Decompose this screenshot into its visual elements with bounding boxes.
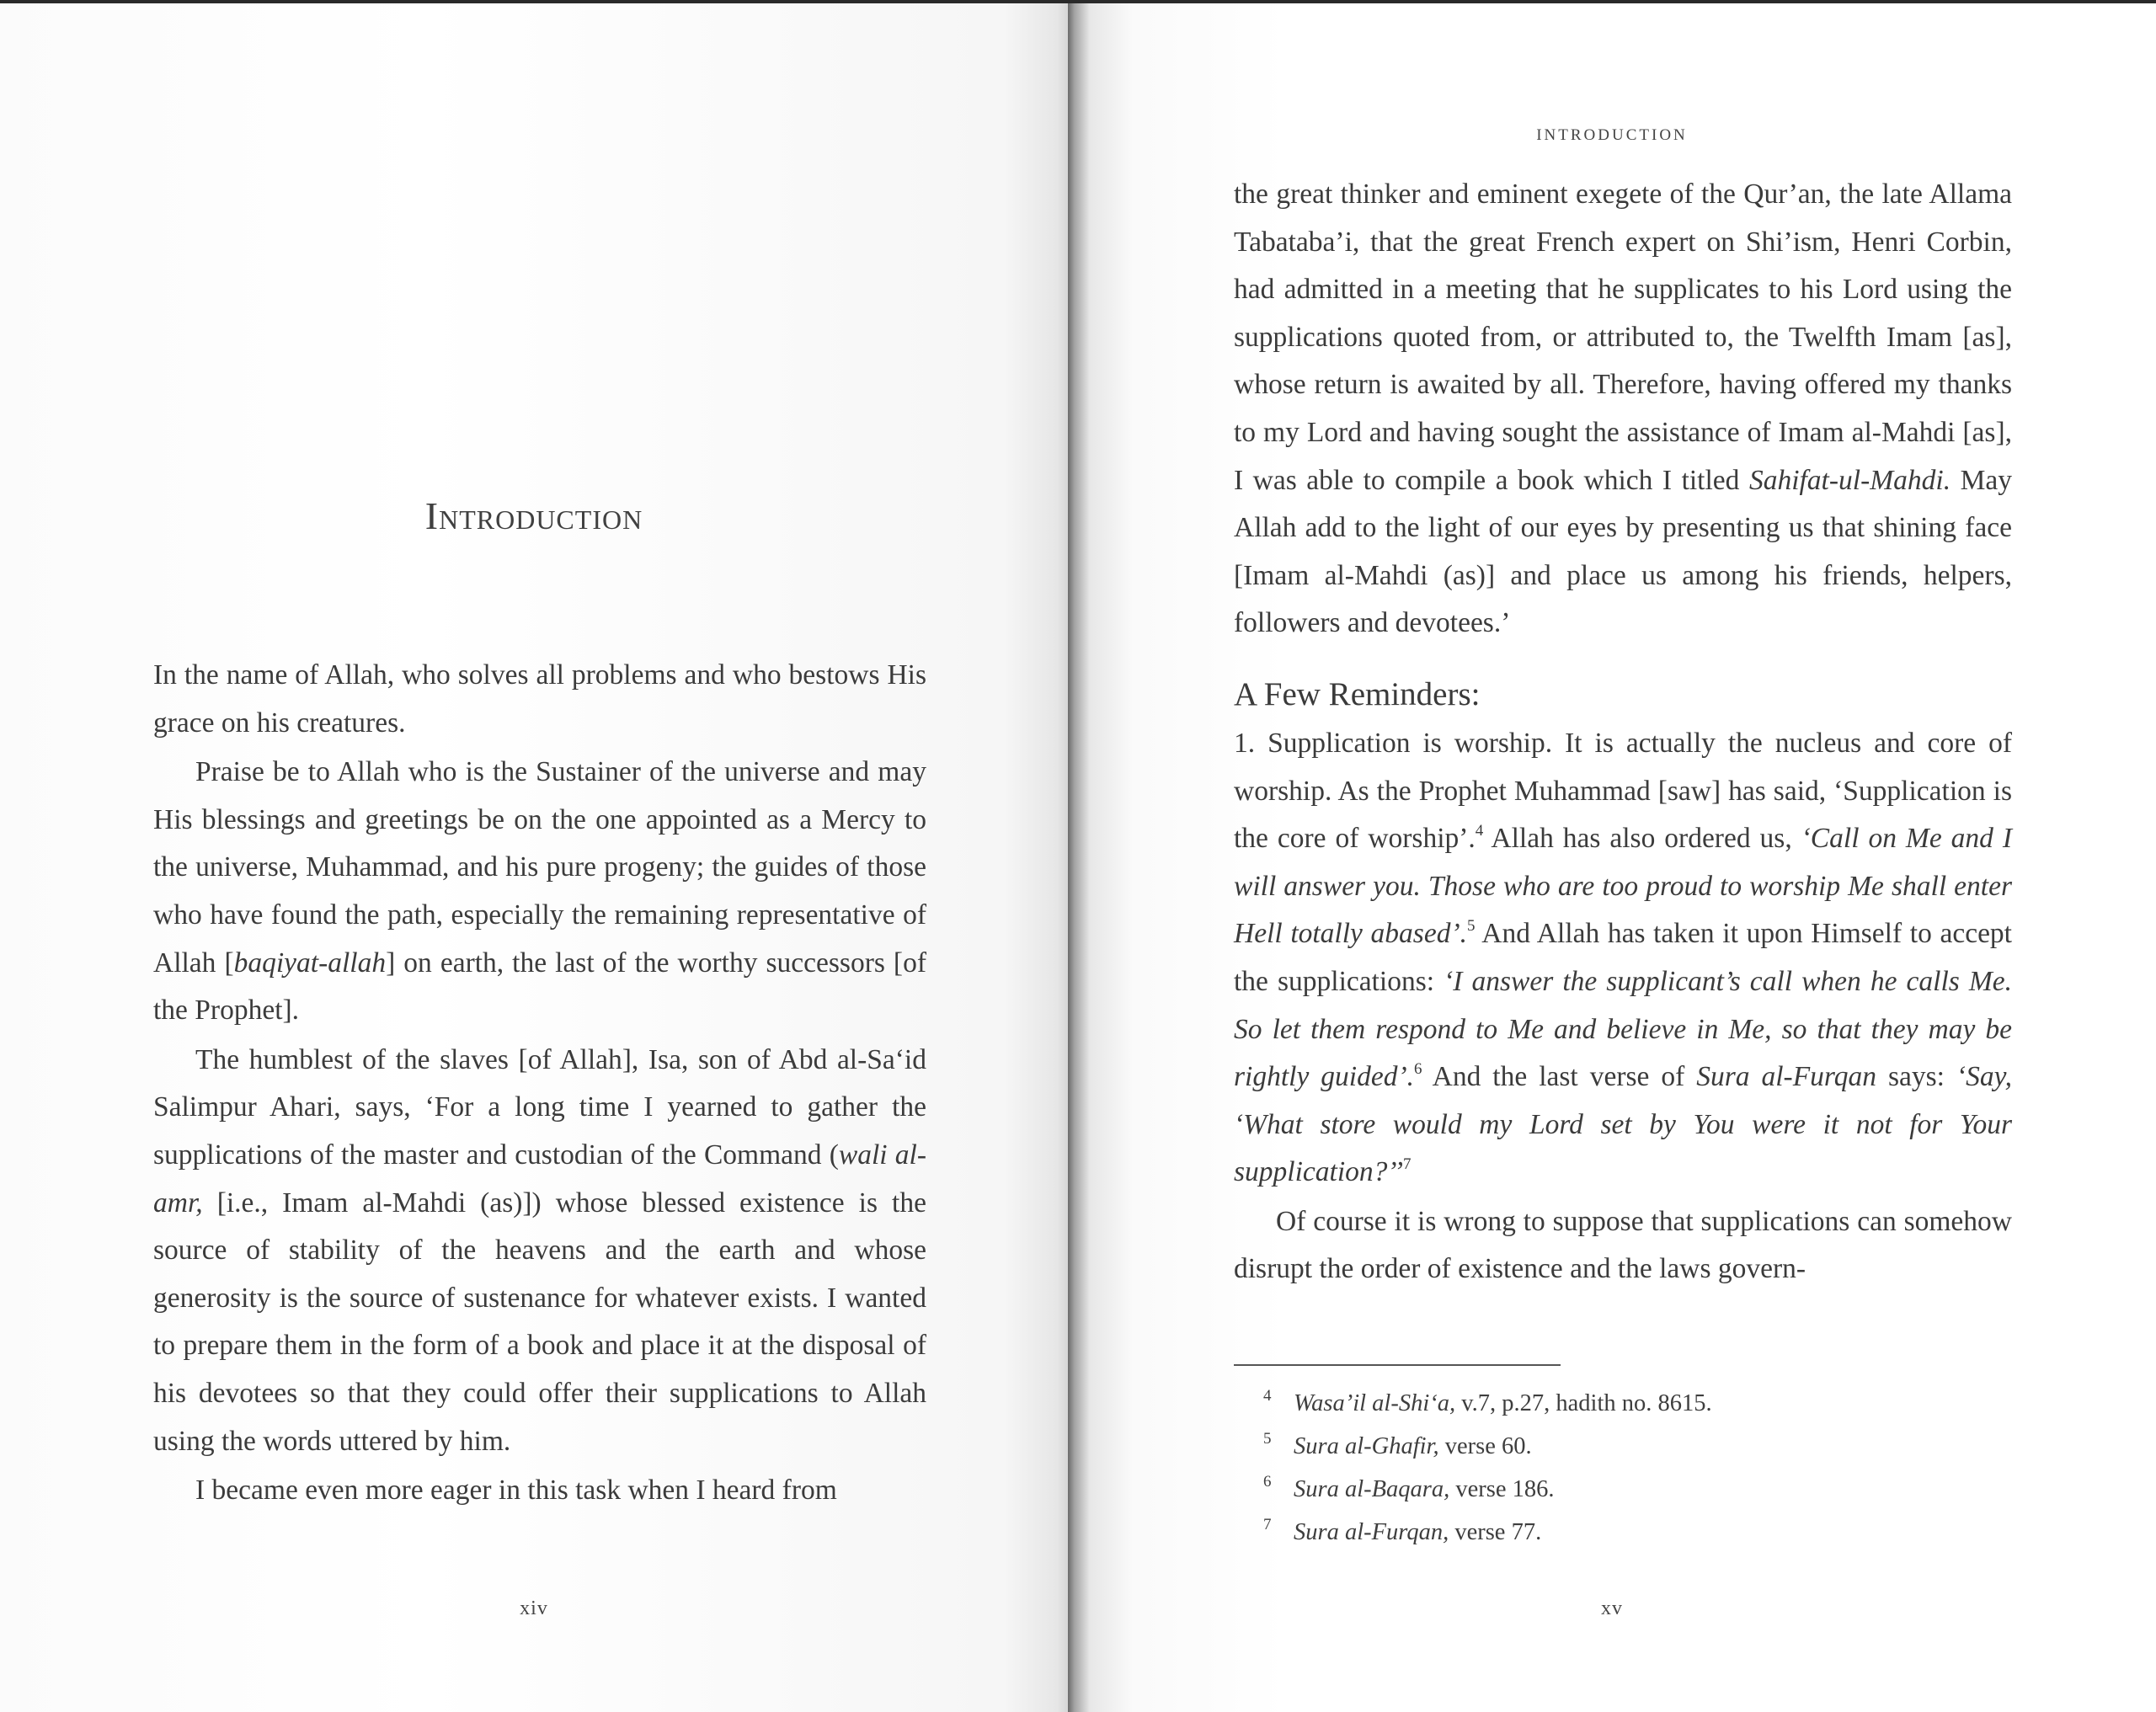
italic-term: wali al-amr, [153, 1139, 926, 1219]
text-span: ] on earth, the last of the worthy successors [of the Prophet]. [153, 947, 926, 1027]
text-span: The humblest of the slaves [of Allah], Isa, son of Abd al-Sa‘id Salimpur Ahari, says, ‘For a long time I yearned to gather the supplications of the master and custodian of the Command ( [153, 1043, 926, 1171]
chapter-title: Introduction [424, 494, 643, 537]
paragraph: Of course it is wrong to suppose that supplications can somehow disrupt the order of existence and the laws govern- [1234, 1205, 2012, 1285]
quote: ‘I answer the supplicant’s call when he calls Me. So let them respond to Me and believe in Me, so that they may be rightly guided’. [1234, 965, 2012, 1093]
footnote-ref: 7 [1402, 1155, 1412, 1174]
text-span: 1. Supplication is worship. It is actually the nucleus and core of worship. As the Prophet Muhammad [saw] has said, ‘Supplication is the core of worship’. [1234, 727, 2012, 855]
quote: ‘Say, ‘What store would my Lord set by You were it not for Your supplication?’’ [1234, 1061, 2012, 1188]
paragraph [1234, 171, 2012, 648]
paragraph [153, 1037, 926, 1465]
footnote: 7 Sura al-Furqan, verse 77. [1263, 1516, 1542, 1545]
footnote-source: Sura al-Baqara, [1294, 1476, 1450, 1502]
footnote-ref: 4 [1475, 822, 1484, 840]
text-span: the great thinker and eminent exegete of the Qur’an, the late Allama Tabataba’i, that the great French expert on Shi’ism, Henri Corbin, had admitted in a meeting that he supplicates to his Lord using the supplications quoted from, or attributed to, the Twelfth Imam [as], whose return is awaited by all. Therefore, having offered my thanks to my Lord and having sought the assistance of Imam al-Mahdi [as], I was able to compile a book which I titled [1234, 179, 2012, 496]
sura-name: Sura al-Furqan [1696, 1061, 1876, 1093]
footnote-source: Sura al-Ghafir, [1294, 1433, 1439, 1459]
running-head: INTRODUCTION [1536, 126, 1688, 144]
footnote: 5 Sura al-Ghafir, verse 60. [1263, 1430, 1532, 1459]
page-number: xiv [520, 1597, 548, 1619]
footnote-source: Wasa’il al-Shi‘a, [1294, 1390, 1456, 1416]
footnote-source: Sura al-Furqan, [1294, 1519, 1449, 1545]
footnotes [1263, 1382, 2004, 1554]
text-span: May Allah add to the light of our eyes by presenting us that shining face [Imam al-Mahdi (as)] and place us among his friends, helpers, followers and devotees.’ [1234, 464, 2013, 639]
footnote-text: verse 186. [1449, 1476, 1555, 1502]
text-span: says: [1876, 1061, 1956, 1093]
section-heading: A Few Reminders: [1234, 675, 1481, 712]
text-span: [i.e., Imam al-Mahdi (as)]) whose blessed existence is the source of stability of the heavens and the earth and whose generosity is the source of sustenance for whatever exists. I wanted to prepare them in the form of a book and place it at the disposal of his devotees so that they could offer their supplications to Allah using the words uttered by him. [153, 1187, 926, 1457]
paragraph: In the name of Allah, who solves all problems and who bestows His grace on his creatures. [153, 659, 926, 739]
quote: ‘Call on Me and I will answer you. Those who are too proud to worship Me shall enter Hell totally abased’. [1234, 823, 2012, 950]
footnote-ref: 5 [1467, 917, 1476, 936]
footnote: 4 Wasa’il al-Shi‘a, v.7, p.27, hadith no. 8615. [1263, 1387, 1712, 1416]
footnote-text: verse 60. [1438, 1433, 1532, 1459]
footnote-text: v.7, p.27, hadith no. 8615. [1455, 1390, 1712, 1416]
text-span: And the last verse of [1422, 1061, 1697, 1093]
paragraph [1234, 720, 2012, 1197]
text-span: And Allah has taken it upon Himself to accept the supplications: [1234, 918, 2012, 997]
left-body-text [153, 652, 926, 1515]
book-title: Sahifat-ul-Mahdi. [1748, 464, 1951, 496]
page-number: xv [1601, 1597, 1623, 1619]
italic-term: baqiyat-allah [233, 947, 387, 979]
footnote-text: verse 77. [1449, 1519, 1542, 1545]
paragraph: I became even more eager in this task when I heard from [195, 1475, 837, 1507]
footnote: 6 Sura al-Baqara, verse 186. [1263, 1473, 1555, 1502]
footnote-divider [1234, 1364, 1561, 1366]
right-body-text [1234, 171, 2012, 1293]
paragraph [153, 749, 926, 1035]
text-span: Praise be to Allah who is the Sustainer of the universe and may His blessings and greetings be on the one appointed as a Mercy to the universe, Muhammad, and his pure progeny; the guides of those who have found the path, especially the remaining representative of Allah [ [153, 756, 926, 979]
left-page [0, 3, 1068, 1712]
footnote-ref: 6 [1414, 1060, 1422, 1079]
text-span: Allah has also ordered us, [1483, 823, 1801, 855]
